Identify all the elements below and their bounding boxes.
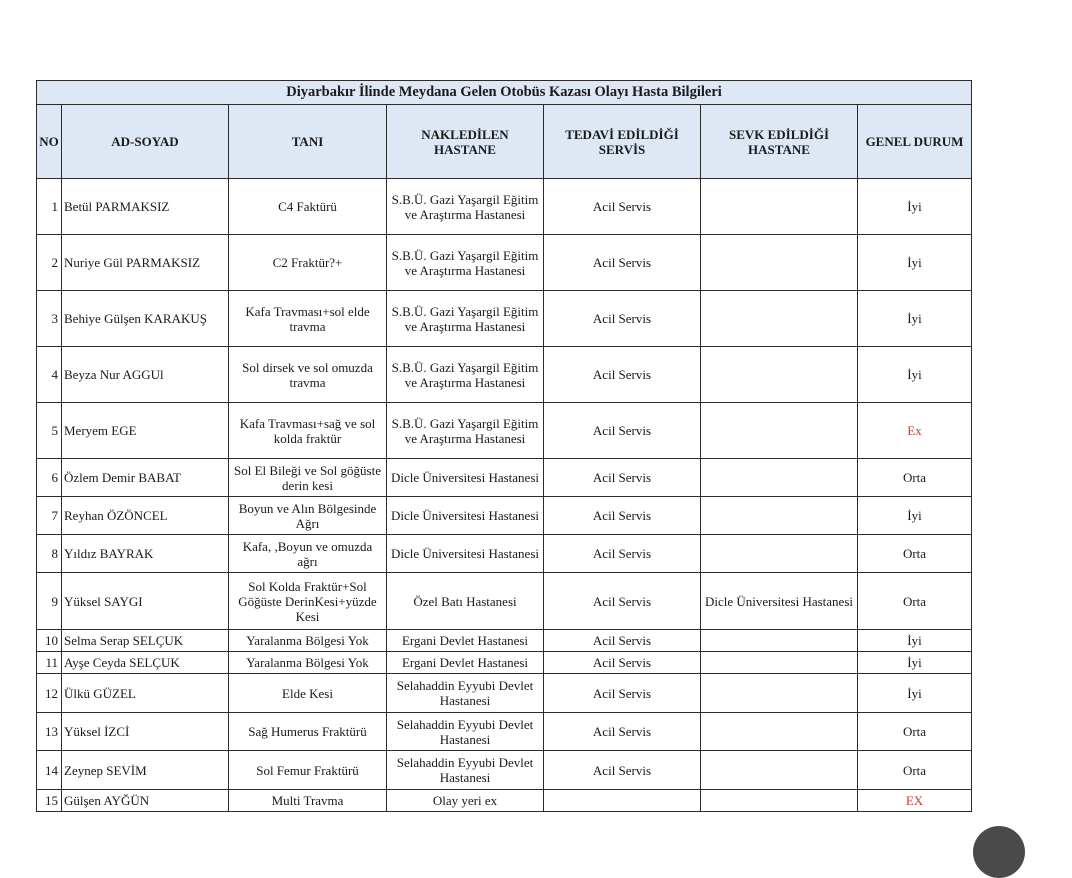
table-row xyxy=(37,291,972,347)
table-title-row xyxy=(37,81,972,105)
cell-referral xyxy=(701,751,858,790)
table-row xyxy=(37,459,972,497)
cell-no: 3 xyxy=(37,291,62,347)
table-row xyxy=(37,573,972,630)
cell-no: 7 xyxy=(37,497,62,535)
cell-name: Reyhan ÖZÖNCEL xyxy=(62,497,229,535)
cell-status: İyi xyxy=(858,179,972,235)
cell-service: Acil Servis xyxy=(544,674,701,713)
cell-hospital: S.B.Ü. Gazi Yaşargil Eğitim ve Araştırma Hastanesi xyxy=(387,235,544,291)
cell-name: Gülşen AYĞÜN xyxy=(62,790,229,812)
cell-hospital: Selahaddin Eyyubi Devlet Hastanesi xyxy=(387,751,544,790)
cell-status: Ex xyxy=(858,403,972,459)
cell-diagnosis: Kafa Travması+sol elde travma xyxy=(229,291,387,347)
cell-no: 6 xyxy=(37,459,62,497)
cell-service: Acil Servis xyxy=(544,403,701,459)
cell-service: Acil Servis xyxy=(544,497,701,535)
cell-no: 9 xyxy=(37,573,62,630)
cell-referral xyxy=(701,652,858,674)
cell-status: Orta xyxy=(858,751,972,790)
cell-service: Acil Servis xyxy=(544,235,701,291)
cell-referral xyxy=(701,535,858,573)
header-diagnosis: TANI xyxy=(229,105,387,179)
cell-name: Yıldız BAYRAK xyxy=(62,535,229,573)
cell-no: 15 xyxy=(37,790,62,812)
cell-diagnosis: Sol Kolda Fraktür+Sol Göğüste DerinKesi+yüzde Kesi xyxy=(229,573,387,630)
cell-service: Acil Servis xyxy=(544,179,701,235)
table-row xyxy=(37,497,972,535)
table-row xyxy=(37,535,972,573)
cell-hospital: Selahaddin Eyyubi Devlet Hastanesi xyxy=(387,674,544,713)
cell-service: Acil Servis xyxy=(544,751,701,790)
cell-hospital: Ergani Devlet Hastanesi xyxy=(387,630,544,652)
table-row xyxy=(37,713,972,751)
cell-referral xyxy=(701,347,858,403)
cell-status: EX xyxy=(858,790,972,812)
cell-status: İyi xyxy=(858,235,972,291)
cell-name: Ayşe Ceyda SELÇUK xyxy=(62,652,229,674)
cell-no: 14 xyxy=(37,751,62,790)
cell-name: Selma Serap SELÇUK xyxy=(62,630,229,652)
cell-service: Acil Servis xyxy=(544,347,701,403)
cell-no: 13 xyxy=(37,713,62,751)
cell-no: 12 xyxy=(37,674,62,713)
cell-service: Acil Servis xyxy=(544,630,701,652)
header-hospital: NAKLEDİLEN HASTANE xyxy=(387,105,544,179)
cell-name: Yüksel SAYGI xyxy=(62,573,229,630)
cell-no: 8 xyxy=(37,535,62,573)
table-row xyxy=(37,179,972,235)
patient-table xyxy=(36,80,972,812)
floating-action-circle[interactable] xyxy=(973,826,1025,878)
cell-no: 11 xyxy=(37,652,62,674)
cell-referral xyxy=(701,497,858,535)
table-title: Diyarbakır İlinde Meydana Gelen Otobüs Kazası Olayı Hasta Bilgileri xyxy=(37,81,972,105)
cell-no: 2 xyxy=(37,235,62,291)
cell-status: İyi xyxy=(858,674,972,713)
cell-hospital: S.B.Ü. Gazi Yaşargil Eğitim ve Araştırma Hastanesi xyxy=(387,347,544,403)
cell-hospital: Dicle Üniversitesi Hastanesi xyxy=(387,459,544,497)
table-row xyxy=(37,235,972,291)
cell-no: 10 xyxy=(37,630,62,652)
patient-info-sheet xyxy=(36,80,971,812)
cell-diagnosis: Sol El Bileği ve Sol göğüste derin kesi xyxy=(229,459,387,497)
cell-hospital: S.B.Ü. Gazi Yaşargil Eğitim ve Araştırma Hastanesi xyxy=(387,179,544,235)
cell-diagnosis: C2 Fraktür?+ xyxy=(229,235,387,291)
table-row xyxy=(37,347,972,403)
cell-hospital: Ergani Devlet Hastanesi xyxy=(387,652,544,674)
cell-diagnosis: Boyun ve Alın Bölgesinde Ağrı xyxy=(229,497,387,535)
header-name: AD-SOYAD xyxy=(62,105,229,179)
cell-diagnosis: Multi Travma xyxy=(229,790,387,812)
cell-service: Acil Servis xyxy=(544,535,701,573)
cell-diagnosis: Yaralanma Bölgesi Yok xyxy=(229,630,387,652)
cell-name: Özlem Demir BABAT xyxy=(62,459,229,497)
cell-referral xyxy=(701,403,858,459)
table-row xyxy=(37,751,972,790)
cell-status: İyi xyxy=(858,291,972,347)
cell-diagnosis: Kafa, ,Boyun ve omuzda ağrı xyxy=(229,535,387,573)
cell-service: Acil Servis xyxy=(544,291,701,347)
cell-referral xyxy=(701,179,858,235)
cell-status: İyi xyxy=(858,630,972,652)
cell-status: Orta xyxy=(858,535,972,573)
cell-name: Beyza Nur AGGUl xyxy=(62,347,229,403)
cell-hospital: Dicle Üniversitesi Hastanesi xyxy=(387,535,544,573)
cell-diagnosis: Sol dirsek ve sol omuzda travma xyxy=(229,347,387,403)
table-header-row xyxy=(37,105,972,179)
cell-referral xyxy=(701,713,858,751)
table-row xyxy=(37,630,972,652)
cell-diagnosis: Yaralanma Bölgesi Yok xyxy=(229,652,387,674)
cell-diagnosis: Kafa Travması+sağ ve sol kolda fraktür xyxy=(229,403,387,459)
cell-status: İyi xyxy=(858,347,972,403)
cell-name: Nuriye Gül PARMAKSIZ xyxy=(62,235,229,291)
header-service: TEDAVİ EDİLDİĞİ SERVİS xyxy=(544,105,701,179)
cell-service: Acil Servis xyxy=(544,713,701,751)
header-status: GENEL DURUM xyxy=(858,105,972,179)
cell-service: Acil Servis xyxy=(544,573,701,630)
cell-referral xyxy=(701,291,858,347)
cell-no: 4 xyxy=(37,347,62,403)
cell-diagnosis: Sol Femur Fraktürü xyxy=(229,751,387,790)
cell-hospital: Olay yeri ex xyxy=(387,790,544,812)
cell-hospital: Selahaddin Eyyubi Devlet Hastanesi xyxy=(387,713,544,751)
cell-referral xyxy=(701,630,858,652)
cell-status: Orta xyxy=(858,713,972,751)
cell-service: Acil Servis xyxy=(544,652,701,674)
cell-hospital: S.B.Ü. Gazi Yaşargil Eğitim ve Araştırma Hastanesi xyxy=(387,291,544,347)
cell-hospital: Özel Batı Hastanesi xyxy=(387,573,544,630)
cell-diagnosis: Sağ Humerus Fraktürü xyxy=(229,713,387,751)
table-row xyxy=(37,403,972,459)
cell-referral: Dicle Üniversitesi Hastanesi xyxy=(701,573,858,630)
cell-status: Orta xyxy=(858,573,972,630)
cell-status: İyi xyxy=(858,652,972,674)
table-row xyxy=(37,790,972,812)
cell-name: Betül PARMAKSIZ xyxy=(62,179,229,235)
header-referral: SEVK EDİLDİĞİ HASTANE xyxy=(701,105,858,179)
cell-name: Yüksel İZCİ xyxy=(62,713,229,751)
header-no: NO xyxy=(37,105,62,179)
cell-name: Meryem EGE xyxy=(62,403,229,459)
table-row xyxy=(37,674,972,713)
cell-status: İyi xyxy=(858,497,972,535)
cell-no: 1 xyxy=(37,179,62,235)
cell-referral xyxy=(701,235,858,291)
cell-status: Orta xyxy=(858,459,972,497)
cell-service: Acil Servis xyxy=(544,459,701,497)
cell-diagnosis: Elde Kesi xyxy=(229,674,387,713)
table-row xyxy=(37,652,972,674)
cell-diagnosis: C4 Faktürü xyxy=(229,179,387,235)
cell-service xyxy=(544,790,701,812)
cell-name: Zeynep SEVİM xyxy=(62,751,229,790)
cell-name: Behiye Gülşen KARAKUŞ xyxy=(62,291,229,347)
cell-hospital: S.B.Ü. Gazi Yaşargil Eğitim ve Araştırma Hastanesi xyxy=(387,403,544,459)
cell-no: 5 xyxy=(37,403,62,459)
cell-referral xyxy=(701,674,858,713)
cell-referral xyxy=(701,790,858,812)
cell-hospital: Dicle Üniversitesi Hastanesi xyxy=(387,497,544,535)
cell-referral xyxy=(701,459,858,497)
cell-name: Ülkü GÜZEL xyxy=(62,674,229,713)
